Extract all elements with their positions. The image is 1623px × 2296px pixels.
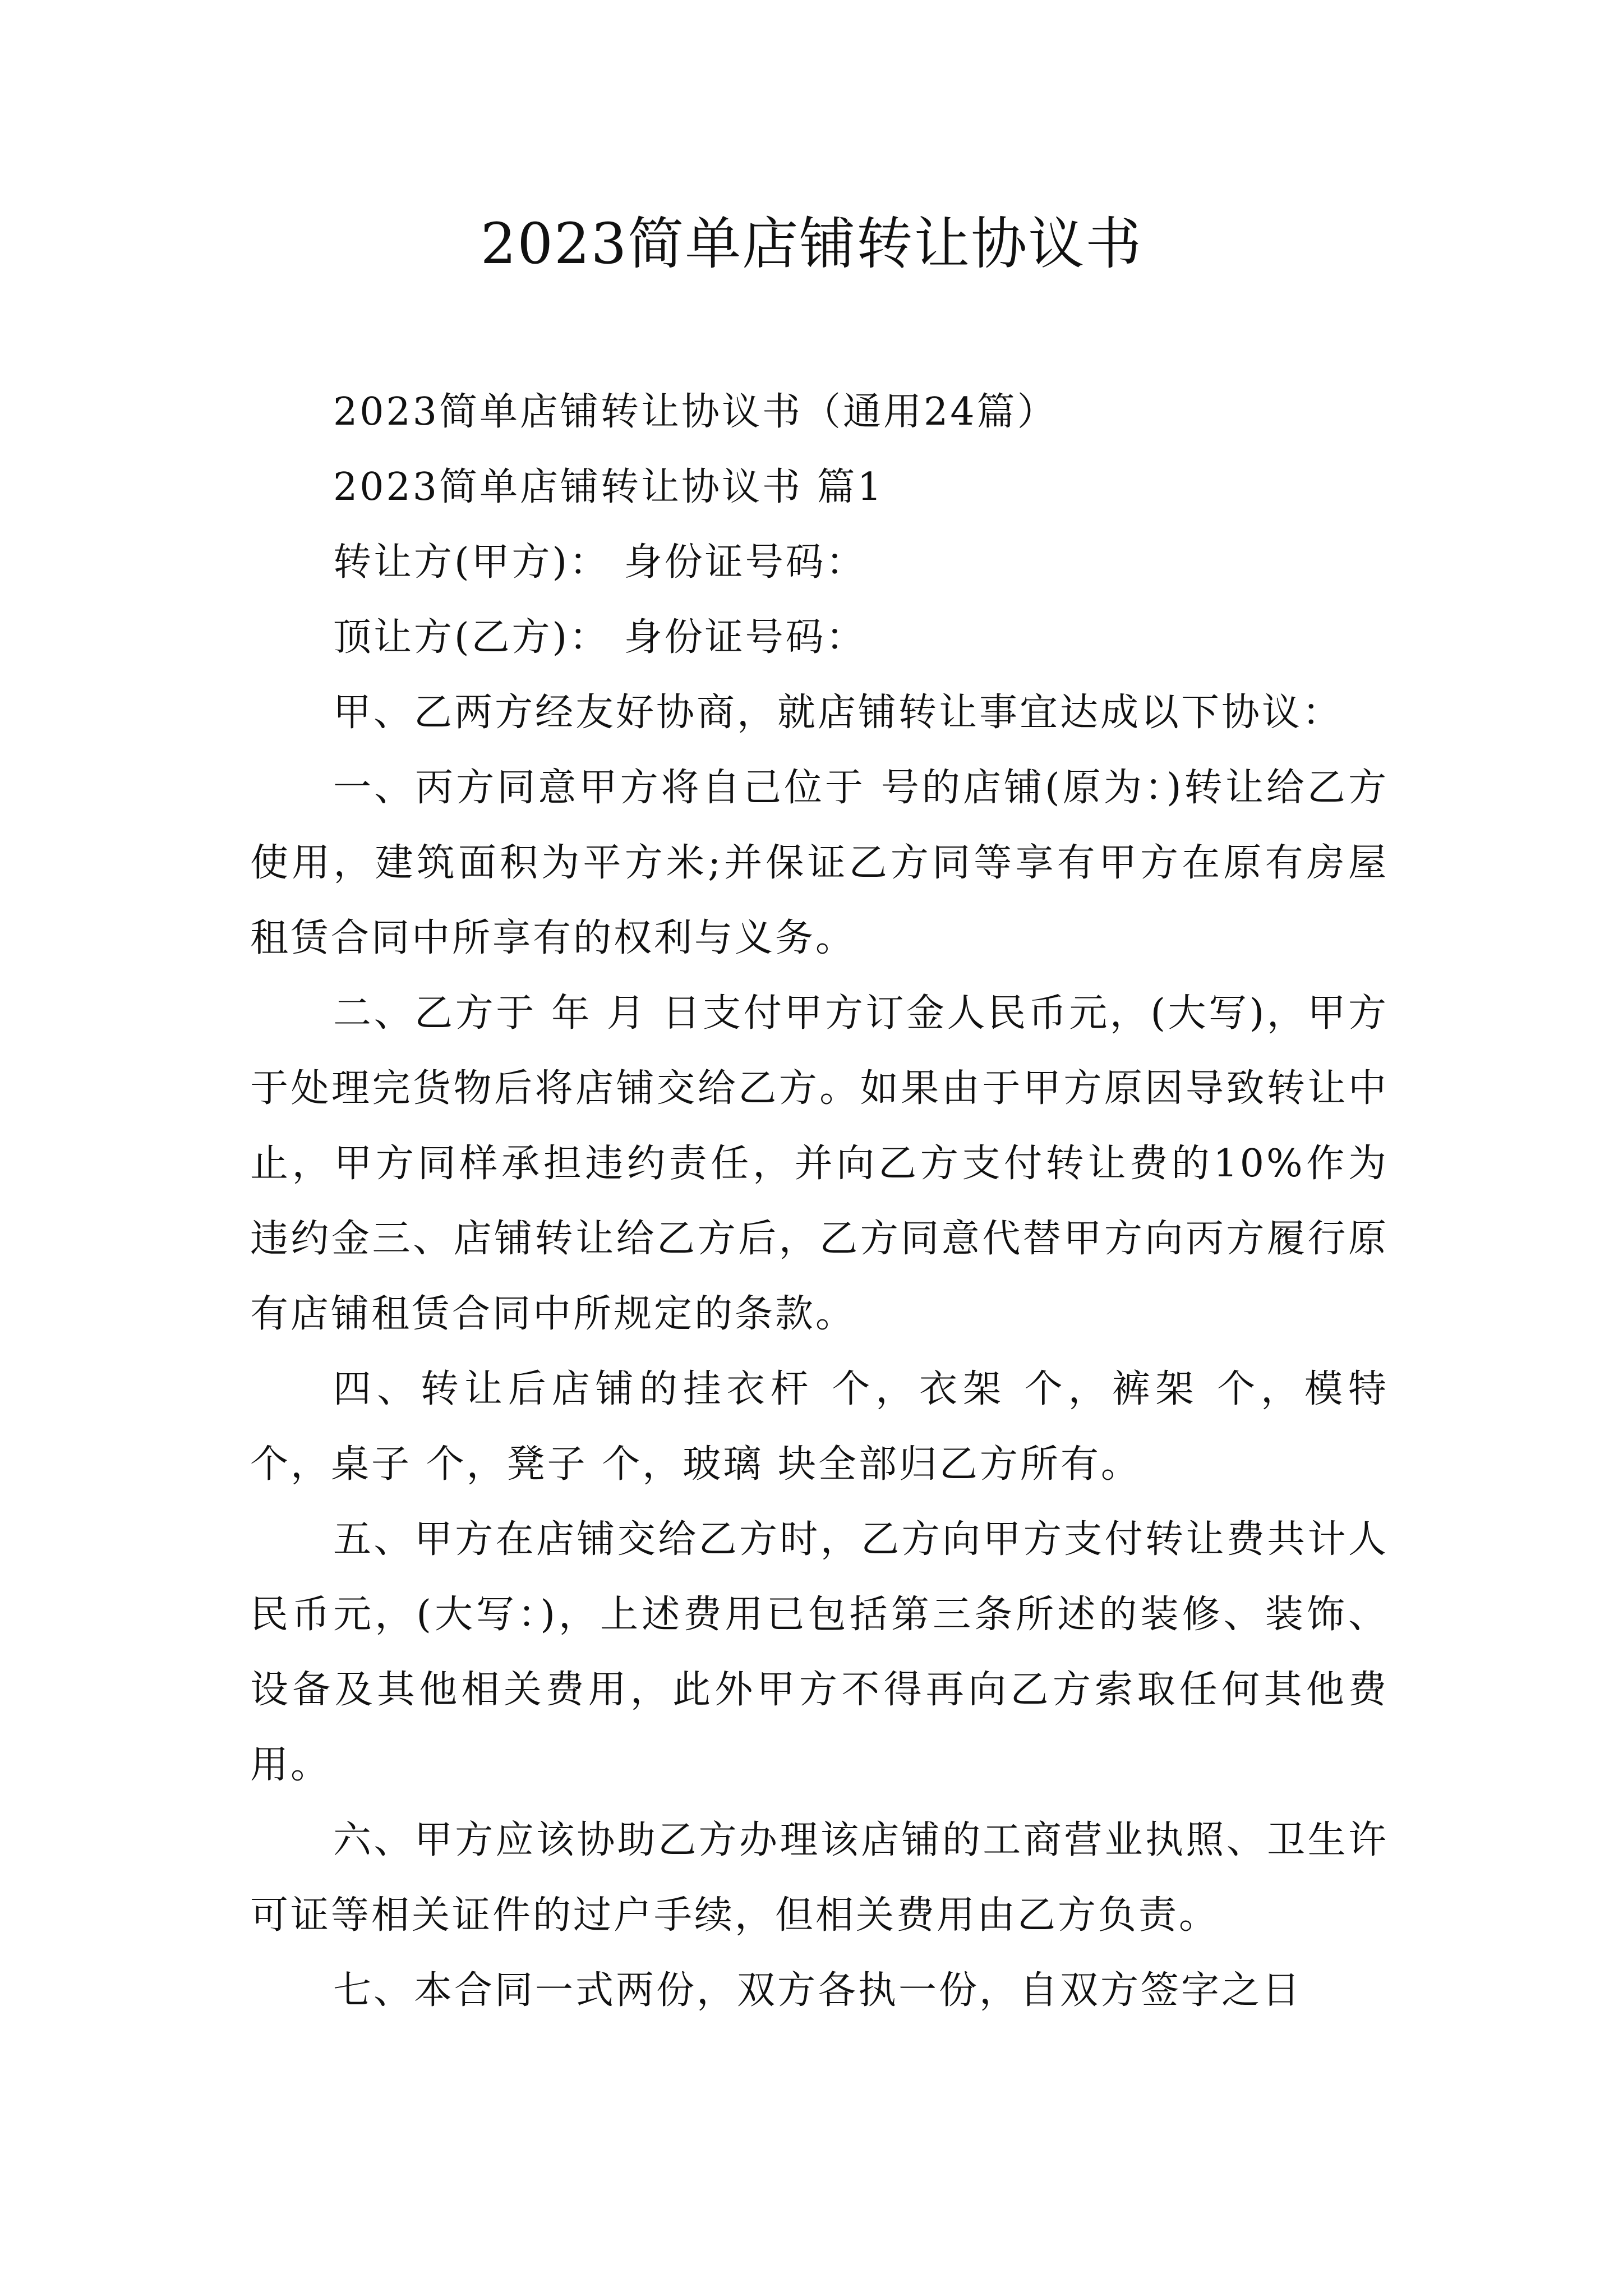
paragraph-subtitle: 2023简单店铺转让协议书（通用24篇） bbox=[333, 390, 1058, 434]
paragraph-transferee: 顶让方(乙方)： 身份证号码： bbox=[333, 615, 866, 660]
paragraph-clause-2: 二、乙方于 年 月 日支付甲方订金人民币元，(大写)，甲方于处理完货物后将店铺交给乙方。如果由于甲方原因导致转让中止，甲方同样承担违约责任，并向乙方支付转让费的10%作为违约金三、店铺转让给乙方后，乙方同意代替甲方向丙方履行原有店铺租赁合同中所规定的条款。 bbox=[250, 991, 1389, 1336]
paragraph-preamble: 甲、乙两方经友好协商，就店铺转让事宜达成以下协议： bbox=[333, 691, 1343, 735]
document-title: 2023简单店铺转让协议书 bbox=[480, 211, 1143, 277]
paragraph-clause-7: 七、本合同一式两份，双方各执一份，自双方签字之日 bbox=[333, 1968, 1303, 2013]
paragraph-section-heading: 2023简单店铺转让协议书 篇1 bbox=[333, 465, 884, 509]
paragraph-clause-1: 一、丙方同意甲方将自己位于 号的店铺(原为：)转让给乙方使用，建筑面积为平方米;并保证乙方同等享有甲方在原有房屋租赁合同中所享有的权利与义务。 bbox=[250, 766, 1389, 960]
paragraph-clause-4: 四、转让后店铺的挂衣杆 个，衣架 个，裤架 个，模特 个，桌子 个，凳子 个，玻璃 块全部归乙方所有。 bbox=[250, 1367, 1389, 1487]
paragraph-clause-6: 六、甲方应该协助乙方办理该店铺的工商营业执照、卫生许可证等相关证件的过户手续，但相关费用由乙方负责。 bbox=[250, 1818, 1389, 1938]
document-body bbox=[250, 375, 1389, 2028]
paragraph-clause-5: 五、甲方在店铺交给乙方时，乙方向甲方支付转让费共计人民币元，(大写：)，上述费用已包括第三条所述的装修、装饰、设备及其他相关费用，此外甲方不得再向乙方索取任何其他费用。 bbox=[250, 1517, 1389, 1787]
paragraph-transferor: 转让方(甲方)： 身份证号码： bbox=[333, 540, 866, 585]
